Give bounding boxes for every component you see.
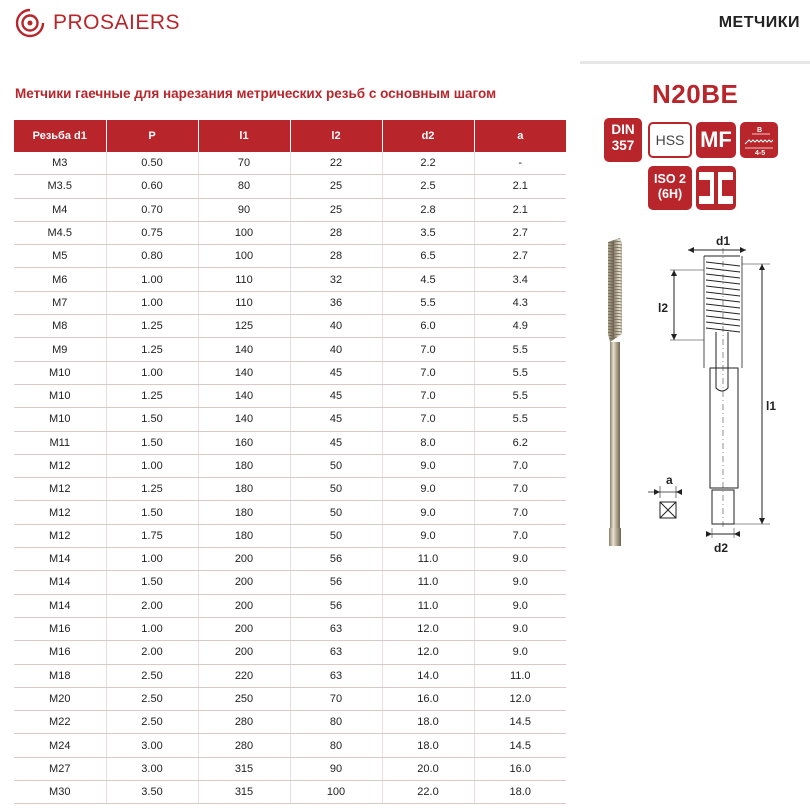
cell-a: 4.3: [474, 291, 566, 314]
cell-l1: 220: [198, 664, 290, 687]
table-row: [14, 594, 566, 617]
cell-pitch: 1.50: [106, 501, 198, 524]
table-row: [14, 175, 566, 198]
table-row: [14, 501, 566, 524]
cell-l2: 25: [290, 198, 382, 221]
cell-l1: 140: [198, 338, 290, 361]
cell-thread: M10: [14, 384, 106, 407]
cell-l1: 100: [198, 245, 290, 268]
cell-pitch: 1.25: [106, 315, 198, 338]
cell-pitch: 3.50: [106, 781, 198, 804]
chamfer-form-letter: B: [757, 127, 763, 134]
table-row: [14, 315, 566, 338]
cell-l2: 50: [290, 478, 382, 501]
cell-d2: 2.8: [382, 198, 474, 221]
cell-a: 16.0: [474, 757, 566, 780]
tap-dimension-drawing: [630, 228, 780, 558]
cell-l1: 280: [198, 711, 290, 734]
cell-l2: 56: [290, 548, 382, 571]
table-row: [14, 641, 566, 664]
cell-pitch: 1.00: [106, 268, 198, 291]
din-badge: [604, 118, 642, 162]
cell-a: -: [474, 152, 566, 175]
cell-a: 7.0: [474, 454, 566, 477]
cell-thread: M12: [14, 478, 106, 501]
cell-thread: M12: [14, 454, 106, 477]
hss-badge: HSS: [648, 122, 692, 158]
cell-l1: 315: [198, 757, 290, 780]
cell-a: 5.5: [474, 361, 566, 384]
brand-logo[interactable]: [15, 8, 180, 38]
cell-l2: 63: [290, 664, 382, 687]
cell-pitch: 1.25: [106, 338, 198, 361]
cell-l2: 45: [290, 361, 382, 384]
cell-l2: 63: [290, 617, 382, 640]
table-row: [14, 571, 566, 594]
table-row: [14, 757, 566, 780]
table-row: [14, 408, 566, 431]
thread-chamfer-badge: [740, 122, 778, 158]
table-row: [14, 478, 566, 501]
cell-thread: M12: [14, 524, 106, 547]
table-row: [14, 221, 566, 244]
cell-a: 5.5: [474, 384, 566, 407]
cell-d2: 6.0: [382, 315, 474, 338]
cell-l1: 200: [198, 548, 290, 571]
cell-a: 5.5: [474, 408, 566, 431]
cell-l1: 160: [198, 431, 290, 454]
cell-l2: 90: [290, 757, 382, 780]
table-row: [14, 431, 566, 454]
tap-image: [598, 238, 632, 550]
cell-d2: 6.5: [382, 245, 474, 268]
table-row: [14, 687, 566, 710]
cell-l2: 40: [290, 338, 382, 361]
cell-l1: 200: [198, 571, 290, 594]
cell-l1: 100: [198, 221, 290, 244]
cell-l2: 50: [290, 524, 382, 547]
cell-thread: M30: [14, 781, 106, 804]
logo-icon: [15, 8, 45, 38]
cell-pitch: 1.75: [106, 524, 198, 547]
cell-a: 7.0: [474, 524, 566, 547]
cell-d2: 3.5: [382, 221, 474, 244]
dimension-l2-label: l2: [657, 301, 668, 315]
header-divider: [580, 61, 810, 64]
cell-l2: 32: [290, 268, 382, 291]
cell-l2: 40: [290, 315, 382, 338]
cell-a: 9.0: [474, 641, 566, 664]
iso-badge-tolerance: (6H): [657, 187, 683, 201]
cell-pitch: 0.75: [106, 221, 198, 244]
cell-l1: 140: [198, 408, 290, 431]
tap-technical-drawing: [630, 228, 780, 563]
table-row: [14, 454, 566, 477]
cell-d2: 14.0: [382, 664, 474, 687]
cell-d2: 9.0: [382, 501, 474, 524]
cell-l2: 50: [290, 454, 382, 477]
cell-pitch: 3.00: [106, 757, 198, 780]
cell-thread: M18: [14, 664, 106, 687]
column-header-a: a: [474, 120, 566, 152]
cell-thread: M10: [14, 361, 106, 384]
cell-a: 11.0: [474, 664, 566, 687]
cell-a: 2.1: [474, 175, 566, 198]
cell-pitch: 1.00: [106, 454, 198, 477]
cell-thread: M4.5: [14, 221, 106, 244]
cell-thread: M9: [14, 338, 106, 361]
cell-a: 9.0: [474, 594, 566, 617]
table-row: [14, 245, 566, 268]
table-row: [14, 734, 566, 757]
cell-a: 6.2: [474, 431, 566, 454]
cell-l2: 45: [290, 408, 382, 431]
cell-d2: 16.0: [382, 687, 474, 710]
spec-table: [14, 120, 566, 804]
table-row: [14, 781, 566, 804]
cell-thread: M6: [14, 268, 106, 291]
table-header-row: [14, 120, 566, 152]
cell-l2: 70: [290, 687, 382, 710]
cell-l1: 250: [198, 687, 290, 710]
product-code: N20BE: [652, 79, 739, 109]
cell-d2: 11.0: [382, 548, 474, 571]
mf-badge: MF: [696, 122, 736, 158]
table-body: [14, 152, 566, 804]
cell-d2: 12.0: [382, 617, 474, 640]
cell-pitch: 1.25: [106, 478, 198, 501]
cell-d2: 4.5: [382, 268, 474, 291]
cell-pitch: 3.00: [106, 734, 198, 757]
cell-thread: M12: [14, 501, 106, 524]
cell-a: 3.4: [474, 268, 566, 291]
cell-d2: 22.0: [382, 781, 474, 804]
cell-thread: M4: [14, 198, 106, 221]
cell-thread: M3.5: [14, 175, 106, 198]
cell-d2: 9.0: [382, 454, 474, 477]
cell-pitch: 0.80: [106, 245, 198, 268]
cell-l2: 80: [290, 711, 382, 734]
cell-d2: 9.0: [382, 524, 474, 547]
column-header-l1: l1: [198, 120, 290, 152]
cell-a: 7.0: [474, 501, 566, 524]
cell-l1: 280: [198, 734, 290, 757]
brand-name: PROSAIERS: [53, 11, 181, 34]
cell-d2: 7.0: [382, 338, 474, 361]
cell-l1: 180: [198, 454, 290, 477]
cell-a: 2.7: [474, 221, 566, 244]
cell-l2: 45: [290, 431, 382, 454]
cell-d2: 11.0: [382, 571, 474, 594]
cell-thread: M27: [14, 757, 106, 780]
column-header-l2: l2: [290, 120, 382, 152]
cell-l2: 28: [290, 245, 382, 268]
dimension-a-label: a: [666, 473, 673, 487]
table-row: [14, 617, 566, 640]
cell-l1: 180: [198, 524, 290, 547]
page-subtitle: Метчики гаечные для нарезания метрических резьб с основным шагом: [15, 86, 497, 101]
cell-a: 12.0: [474, 687, 566, 710]
cell-l1: 200: [198, 641, 290, 664]
cell-a: 9.0: [474, 548, 566, 571]
cell-l2: 50: [290, 501, 382, 524]
cell-a: 9.0: [474, 617, 566, 640]
cell-d2: 18.0: [382, 711, 474, 734]
cell-a: 14.5: [474, 734, 566, 757]
cell-thread: M20: [14, 687, 106, 710]
cell-l1: 90: [198, 198, 290, 221]
table-row: [14, 338, 566, 361]
cell-pitch: 1.00: [106, 548, 198, 571]
column-header-d2: d2: [382, 120, 474, 152]
cell-d2: 7.0: [382, 361, 474, 384]
cell-d2: 12.0: [382, 641, 474, 664]
table-row: [14, 711, 566, 734]
dimension-l1-label: l1: [766, 399, 777, 413]
cell-pitch: 2.00: [106, 594, 198, 617]
cell-thread: M3: [14, 152, 106, 175]
cell-pitch: 0.60: [106, 175, 198, 198]
cell-a: 5.5: [474, 338, 566, 361]
din-badge-number: 357: [611, 138, 635, 153]
cell-thread: M16: [14, 617, 106, 640]
table-row: [14, 384, 566, 407]
chamfer-form-icon: [740, 122, 778, 158]
cell-l2: 36: [290, 291, 382, 314]
cell-a: 2.7: [474, 245, 566, 268]
table-row: [14, 524, 566, 547]
cell-l1: 180: [198, 478, 290, 501]
cell-pitch: 1.00: [106, 617, 198, 640]
cell-a: 9.0: [474, 571, 566, 594]
cell-thread: M11: [14, 431, 106, 454]
cell-pitch: 0.70: [106, 198, 198, 221]
cell-thread: M8: [14, 315, 106, 338]
cell-pitch: 1.00: [106, 291, 198, 314]
column-header-pitch: P: [106, 120, 198, 152]
cell-thread: M10: [14, 408, 106, 431]
cell-l1: 180: [198, 501, 290, 524]
cell-thread: M24: [14, 734, 106, 757]
cell-pitch: 1.50: [106, 571, 198, 594]
cell-d2: 7.0: [382, 384, 474, 407]
through-hole-icon: [696, 166, 736, 210]
cell-pitch: 1.00: [106, 361, 198, 384]
dimension-d1-label: d1: [716, 234, 731, 248]
cell-pitch: 1.50: [106, 408, 198, 431]
cell-thread: M14: [14, 548, 106, 571]
cell-a: 4.9: [474, 315, 566, 338]
cell-l2: 56: [290, 571, 382, 594]
cell-l1: 200: [198, 594, 290, 617]
through-hole-badge: [696, 166, 736, 210]
cell-l1: 70: [198, 152, 290, 175]
cell-pitch: 2.50: [106, 687, 198, 710]
cell-a: 18.0: [474, 781, 566, 804]
cell-l2: 56: [290, 594, 382, 617]
table-row: [14, 152, 566, 175]
cell-l1: 110: [198, 268, 290, 291]
chamfer-range: 4-5: [755, 150, 766, 157]
cell-pitch: 1.25: [106, 384, 198, 407]
cell-thread: M14: [14, 594, 106, 617]
cell-l1: 125: [198, 315, 290, 338]
cell-d2: 8.0: [382, 431, 474, 454]
tap-photo: [598, 238, 632, 555]
cell-l2: 63: [290, 641, 382, 664]
table-row: [14, 361, 566, 384]
cell-l2: 28: [290, 221, 382, 244]
iso-tolerance-badge: [648, 166, 692, 210]
table-row: [14, 268, 566, 291]
cell-l1: 140: [198, 384, 290, 407]
iso-badge-class: ISO 2: [654, 172, 686, 186]
cell-d2: 9.0: [382, 478, 474, 501]
cell-pitch: 2.00: [106, 641, 198, 664]
cell-d2: 20.0: [382, 757, 474, 780]
cell-a: 14.5: [474, 711, 566, 734]
din-badge-label: DIN: [611, 122, 635, 137]
table-row: [14, 198, 566, 221]
cell-d2: 5.5: [382, 291, 474, 314]
cell-a: 2.1: [474, 198, 566, 221]
cell-a: 7.0: [474, 478, 566, 501]
cell-l1: 200: [198, 617, 290, 640]
cell-l2: 45: [290, 384, 382, 407]
cell-thread: M22: [14, 711, 106, 734]
cell-thread: M5: [14, 245, 106, 268]
cell-d2: 2.5: [382, 175, 474, 198]
table-row: [14, 664, 566, 687]
cell-d2: 18.0: [382, 734, 474, 757]
column-header-thread: Резьба d1: [14, 120, 106, 152]
cell-l2: 25: [290, 175, 382, 198]
cell-thread: M16: [14, 641, 106, 664]
cell-l1: 315: [198, 781, 290, 804]
cell-pitch: 1.50: [106, 431, 198, 454]
cell-d2: 7.0: [382, 408, 474, 431]
dimension-d2-label: d2: [714, 541, 729, 555]
cell-thread: M14: [14, 571, 106, 594]
cell-d2: 2.2: [382, 152, 474, 175]
cell-l1: 80: [198, 175, 290, 198]
cell-l1: 140: [198, 361, 290, 384]
cell-l2: 80: [290, 734, 382, 757]
cell-d2: 11.0: [382, 594, 474, 617]
table-row: [14, 291, 566, 314]
cell-pitch: 2.50: [106, 711, 198, 734]
cell-pitch: 2.50: [106, 664, 198, 687]
table-row: [14, 548, 566, 571]
cell-l2: 22: [290, 152, 382, 175]
cell-l1: 110: [198, 291, 290, 314]
header: [0, 0, 810, 62]
cell-thread: M7: [14, 291, 106, 314]
cell-l2: 100: [290, 781, 382, 804]
cell-pitch: 0.50: [106, 152, 198, 175]
section-title: МЕТЧИКИ: [718, 14, 800, 31]
